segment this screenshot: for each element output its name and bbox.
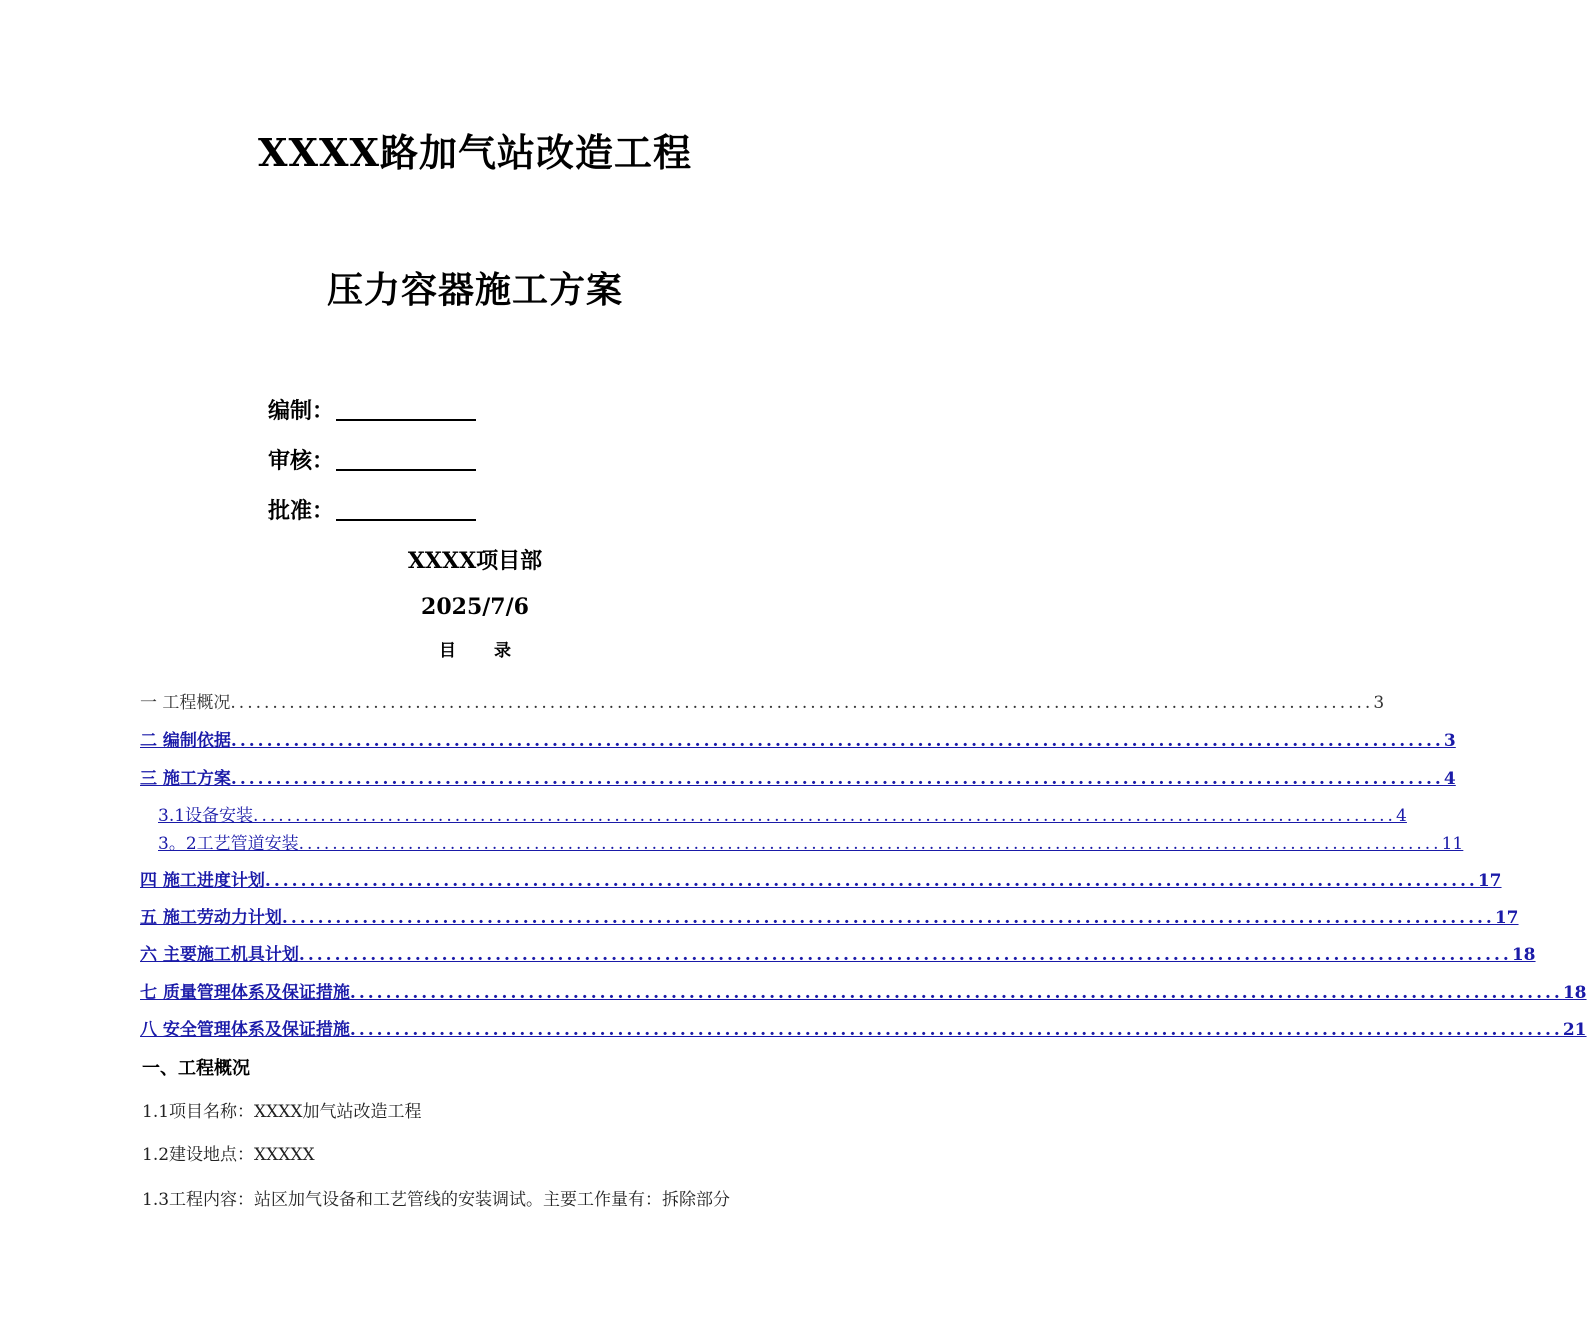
toc-entry-label: 3.1设备安装 xyxy=(158,806,254,826)
toc-entry-equipment-install[interactable] xyxy=(158,801,1407,826)
toc-entry-labor[interactable] xyxy=(140,903,1519,928)
signature-row-compile xyxy=(268,394,476,425)
section-heading: 一、工程概况 xyxy=(142,1058,250,1079)
toc-entry-schedule[interactable] xyxy=(140,866,1502,891)
toc-entry-label: 六 主要施工机具计划 xyxy=(140,945,299,965)
paragraph-scope: 1.3工程内容：站区加气设备和工艺管线的安装调试。主要工作量有：拆除部分 xyxy=(142,1190,731,1210)
toc-entry-page: 3 xyxy=(1373,693,1385,713)
toc-entry-page: 4 xyxy=(1395,806,1407,826)
toc-entry-label: 七 质量管理体系及保证措施 xyxy=(140,983,350,1003)
toc-leader-dots: ........................................................................................................................................ xyxy=(264,871,1478,891)
toc-leader-dots: ........................................................................................................................................ xyxy=(298,834,1442,854)
department-name: XXXX项目部 xyxy=(407,548,543,574)
toc-entry-basis[interactable] xyxy=(140,726,1456,751)
signature-label: 编制： xyxy=(268,398,335,424)
toc-entry-label: 八 安全管理体系及保证措施 xyxy=(140,1020,350,1040)
toc-entry-label: 三 施工方案 xyxy=(140,769,231,789)
paragraph-project-name: 1.1项目名称：XXXX加气站改造工程 xyxy=(142,1102,422,1122)
toc-entry-label: 3。2工艺管道安装 xyxy=(158,834,299,854)
toc-leader-dots: ........................................................................................................................................ xyxy=(298,945,1512,965)
toc-entry-plan[interactable] xyxy=(140,764,1456,789)
toc-entry-label: 二 编制依据 xyxy=(140,731,231,751)
signature-blank-line xyxy=(336,497,476,521)
toc-entry-pipeline-install[interactable] xyxy=(158,829,1464,854)
toc-entry-overview[interactable] xyxy=(140,688,1385,713)
toc-entry-quality[interactable] xyxy=(140,978,1587,1003)
toc-entry-label: 五 施工劳动力计划 xyxy=(140,908,282,928)
toc-leader-dots: ........................................................................................................................................ xyxy=(281,908,1495,928)
toc-entry-page: 17 xyxy=(1494,908,1519,928)
signature-label: 审核： xyxy=(268,448,335,474)
signature-row-review xyxy=(268,444,476,475)
toc-entry-label: 一 工程概况 xyxy=(140,693,231,713)
toc-entry-page: 18 xyxy=(1562,983,1587,1003)
toc-entry-page: 21 xyxy=(1562,1020,1587,1040)
signature-blank-line xyxy=(336,397,476,421)
toc-entry-machinery[interactable] xyxy=(140,940,1536,965)
toc-entry-page: 3 xyxy=(1443,731,1456,751)
document-date: 2025/7/6 xyxy=(421,594,529,620)
toc-entry-page: 17 xyxy=(1477,871,1502,891)
toc-entry-safety[interactable] xyxy=(140,1015,1587,1040)
toc-leader-dots: ........................................................................................................................................ xyxy=(230,731,1444,751)
toc-entry-page: 11 xyxy=(1441,834,1464,854)
toc-leader-dots: ........................................................................................................................................ xyxy=(253,806,1396,826)
paragraph-location: 1.2建设地点：XXXXX xyxy=(142,1145,315,1165)
toc-title: 目 录 xyxy=(439,641,527,661)
toc-entry-page: 18 xyxy=(1511,945,1536,965)
signature-blank-line xyxy=(336,447,476,471)
toc-leader-dots: ........................................................................................................................................ xyxy=(349,1020,1563,1040)
toc-entry-page: 4 xyxy=(1443,769,1456,789)
toc-leader-dots: ........................................................................................................................................ xyxy=(230,769,1444,789)
toc-entry-label: 四 施工进度计划 xyxy=(140,871,265,891)
document-subtitle: 压力容器施工方案 xyxy=(326,269,623,311)
signature-label: 批准： xyxy=(268,498,335,524)
document-title: XXXX路加气站改造工程 xyxy=(258,130,692,175)
toc-leader-dots: ........................................................................................................................................ xyxy=(349,983,1563,1003)
toc-leader-dots: ........................................................................................................................................ xyxy=(230,693,1374,713)
signature-row-approve xyxy=(268,494,476,525)
